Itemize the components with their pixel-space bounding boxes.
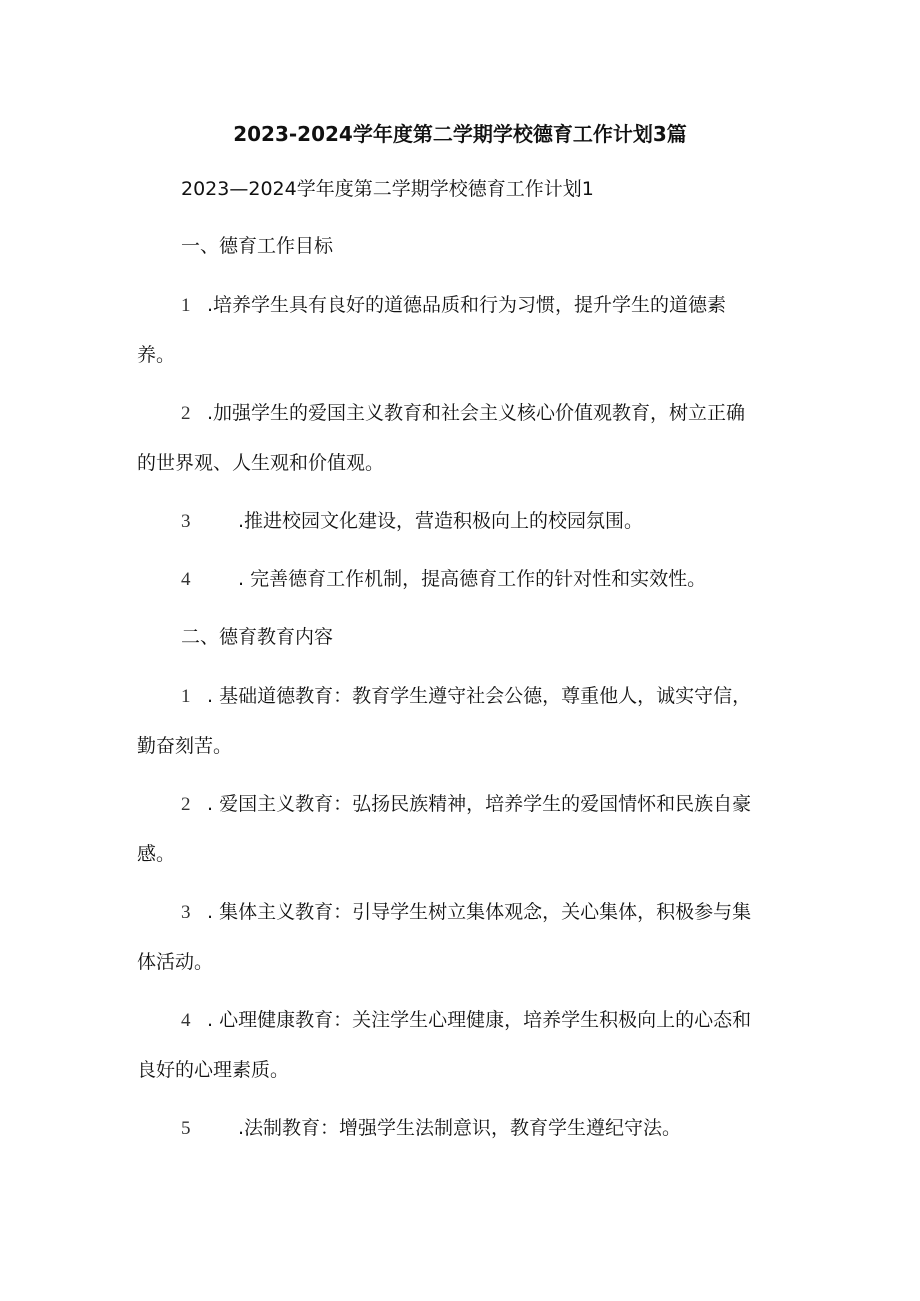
item-number: 4 bbox=[181, 1010, 191, 1031]
item-text: . 集体主义教育：引导学生树立集体观念，关心集体，积极参与集 bbox=[207, 901, 752, 923]
item-text: . 爱国主义教育：弘扬民族精神，培养学生的爱国情怀和民族自豪 bbox=[207, 793, 752, 815]
document-subtitle: 2023—2024学年度第二学期学校德育工作计划1 bbox=[181, 178, 594, 200]
list-item bbox=[181, 292, 726, 319]
section-heading-goals: 一、德育工作目标 bbox=[181, 235, 334, 257]
item-text: . 完善德育工作机制，提高德育工作的针对性和实效性。 bbox=[238, 568, 707, 590]
list-item bbox=[181, 683, 751, 710]
item-continuation: 的世界观、人生观和价值观。 bbox=[137, 452, 385, 474]
list-item bbox=[181, 508, 643, 535]
item-number: 2 bbox=[181, 403, 191, 424]
item-text: .加强学生的爱国主义教育和社会主义核心价值观教育，树立正确 bbox=[207, 402, 746, 424]
list-item bbox=[181, 400, 745, 427]
document-title: 2023-2024学年度第二学期学校德育工作计划3篇 bbox=[233, 122, 687, 146]
item-text: .法制教育：增强学生法制意识，教育学生遵纪守法。 bbox=[238, 1117, 682, 1139]
item-text: .推进校园文化建设，营造积极向上的校园氛围。 bbox=[238, 510, 644, 532]
item-text: . 心理健康教育：关注学生心理健康，培养学生积极向上的心态和 bbox=[207, 1009, 752, 1031]
item-continuation: 良好的心理素质。 bbox=[137, 1059, 290, 1081]
item-number: 1 bbox=[181, 686, 191, 707]
list-item bbox=[181, 899, 751, 926]
item-number: 3 bbox=[181, 902, 191, 923]
list-item bbox=[181, 1115, 681, 1142]
item-number: 3 bbox=[181, 511, 191, 532]
section-heading-content: 二、德育教育内容 bbox=[181, 626, 334, 648]
item-number: 5 bbox=[181, 1118, 191, 1139]
item-number: 2 bbox=[181, 794, 191, 815]
item-number: 4 bbox=[181, 569, 191, 590]
list-item bbox=[181, 566, 706, 593]
item-text: .培养学生具有良好的道德品质和行为习惯，提升学生的道德素 bbox=[207, 294, 727, 316]
item-text: . 基础道德教育：教育学生遵守社会公德，尊重他人，诚实守信， bbox=[207, 685, 752, 707]
list-item bbox=[181, 791, 751, 818]
item-continuation: 勤奋刻苦。 bbox=[137, 735, 233, 757]
item-continuation: 感。 bbox=[137, 843, 176, 865]
item-continuation: 养。 bbox=[137, 344, 176, 366]
list-item bbox=[181, 1007, 751, 1034]
item-continuation: 体活动。 bbox=[137, 951, 214, 973]
item-number: 1 bbox=[181, 295, 191, 316]
